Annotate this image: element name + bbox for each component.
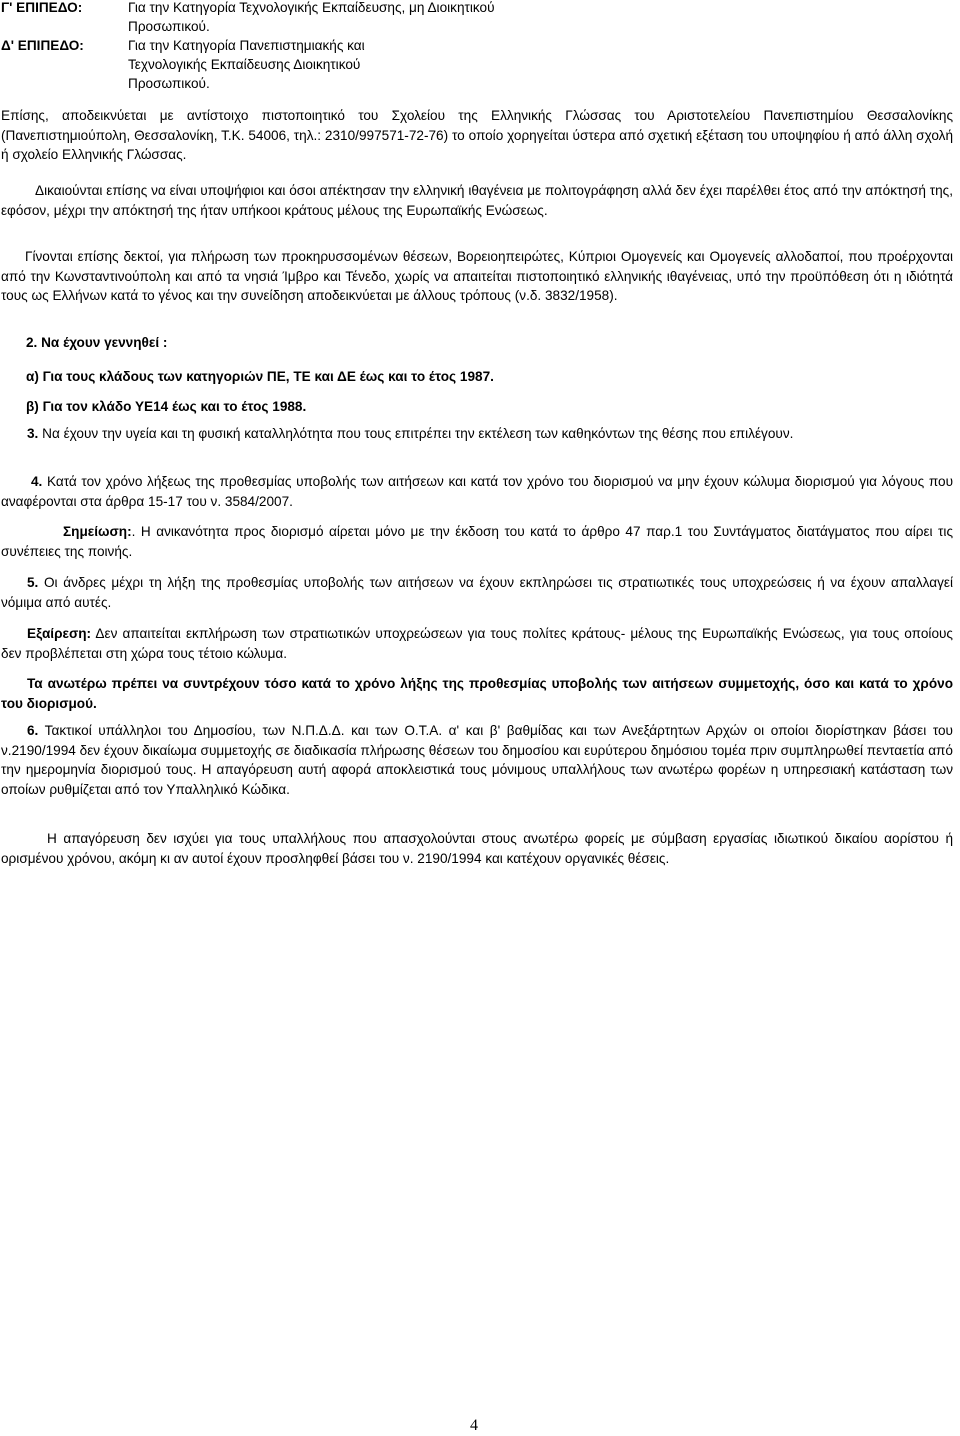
item-3-number: 3.: [27, 426, 39, 441]
exception-paragraph: [1, 624, 953, 663]
level-d-line2: Τεχνολογικής Εκπαίδευσης Διοικητικού: [128, 57, 361, 72]
item-4-number: 4.: [31, 474, 43, 489]
level-c-line1: Για την Κατηγορία Τεχνολογικής Εκπαίδευσης, μη Διοικητικού: [128, 0, 495, 15]
accepted-paragraph: Γίνονται επίσης δεκτοί, για πλήρωση των προκηρυσσομένων θέσεων, Βορειοηπειρώτες, Κύπριοι Ομογενείς και Ομογενείς αλλοδαποί, που προέρχονται από την Κωνσταντινούπολη και από τα νησιά Ίμβρο και Τένεδο, χωρίς να απαιτείται πιστοποιητικό ελληνικής ιθαγένειας, υπό την προϋπόθεση ότι η ιδιότητά τους ως Ελλήνων κατά το γένος και την συνείδηση αποδεικνύεται με άλλους τρόπους (ν.δ. 3832/1958).: [1, 249, 953, 304]
requirements-paragraph: Τα ανωτέρω πρέπει να συντρέχουν τόσο κατά το χρόνο λήξης της προθεσμίας υποβολής των αιτήσεων συμμετοχής, όσο και κατά το χρόνο του διορισμού.: [1, 676, 953, 711]
note-text: . Η ανικανότητα προς διορισμό αίρεται μόνο με την έκδοση του κατά το άρθρο 47 παρ.1 του Συντάγματος διατάγματος που αίρει τις συνέπειες της ποινής.: [1, 524, 953, 559]
certificate-paragraph: Επίσης, αποδεικνύεται με αντίστοιχο πιστοποιητικό του Σχολείου της Ελληνικής Γλώσσας του Αριστοτελείου Πανεπιστημίου Θεσσαλονίκης (Πανεπιστημιούπολη, Θεσσαλονίκη, Τ.Κ. 54006, τηλ.: 2310/997571-72-76) το οποίο χορηγείται ύστερα από σχετική εξέταση του υποψηφίου ή από άλλη σχολή ή σχολείο Ελληνικής Γλώσσας.: [1, 108, 953, 163]
page-number: 4: [470, 1417, 478, 1434]
item-2b: β) Για τον κλάδο ΥΕ14 έως και το έτος 1988.: [26, 399, 307, 414]
level-d-line1: Για την Κατηγορία Πανεπιστημιακής και: [128, 38, 365, 53]
level-c: [1, 0, 495, 18]
item-5-number: 5.: [27, 575, 39, 590]
note-paragraph: [1, 522, 953, 561]
naturalization-paragraph: Δικαιούνται επίσης να είναι υποψήφιοι και όσοι απέκτησαν την ελληνική ιθαγένεια με πολιτογράφηση αλλά δεν έχει παρέλθει έτος από την απόκτησή της, εφόσον, μέχρι την απόκτησή της ήταν υπήκοοι κράτους μέλους της Ευρωπαϊκής Ενώσεως.: [1, 183, 953, 218]
item-5: [1, 573, 953, 612]
item-4-text: Κατά τον χρόνο λήξεως της προθεσμίας υποβολής των αιτήσεων και κατά τον χρόνο του διορισμού να μην έχουν κώλυμα διορισμού για λόγους που αναφέρονται στα άρθρα 15-17 του ν. 3584/2007.: [1, 474, 953, 509]
item-6-number: 6.: [27, 723, 39, 738]
item-2-heading: 2. Να έχουν γεννηθεί :: [26, 335, 168, 350]
exception-label: Εξαίρεση:: [27, 626, 92, 641]
item-5-text: Οι άνδρες μέχρι τη λήξη της προθεσμίας υποβολής των αιτήσεων να έχουν εκπληρώσει τις στρατιωτικές τους υποχρεώσεις ή να έχουν απαλλαγεί νόμιμα από αυτές.: [1, 575, 953, 610]
item-6-text: Τακτικοί υπάλληλοι του Δημοσίου, των Ν.Π.Δ.Δ. και των Ο.Τ.Α. α' και β' βαθμίδας και των Ανεξάρτητων Αρχών οι οποίοι διορίστηκαν βάσει του ν.2190/1994 δεν έχουν δικαίωμα συμμετοχής σε διαδικασία πλήρωσης θέσεων του δημοσίου και ευρύτερου δημόσιου τομέα πριν συμπληρωθεί πενταετία από την ημερομηνία διορισμού τους. Η απαγόρευση αυτή αφορά αποκλειστικά τους μόνιμους υπαλλήλους των ανωτέρω φορέων η υπηρεσιακή κατάσταση των οποίων ρυθμίζεται από τον Υπαλληλικό Κώδικα.: [1, 723, 953, 797]
prohibition-paragraph: Η απαγόρευση δεν ισχύει για τους υπαλλήλους που απασχολούνται στους ανωτέρω φορείς με σύμβαση εργασίας ιδιωτικού δικαίου αορίστου ή ορισμένου χρόνου, ακόμη κι αν αυτοί έχουν προσληφθεί βάσει του ν. 2190/1994 και κατέχουν οργανικές θέσεις.: [1, 831, 953, 866]
note-label: Σημείωση:: [63, 524, 132, 539]
level-d: [1, 36, 365, 56]
exception-text: Δεν απαιτείται εκπλήρωση των στρατιωτικών υποχρεώσεων για τους πολίτες κράτους- μέλους της Ευρωπαϊκής Ενώσεως, για τους οποίους δεν προβλέπεται στη χώρα τους τέτοιο κώλυμα.: [1, 626, 953, 661]
item-6: [1, 721, 953, 799]
level-c-line2: Προσωπικού.: [128, 19, 210, 34]
item-4: [1, 472, 953, 511]
item-3: [1, 424, 953, 444]
level-d-line3: Προσωπικού.: [128, 76, 210, 91]
item-3-text: Να έχουν την υγεία και τη φυσική καταλληλότητα που τους επιτρέπει την εκτέλεση των καθηκόντων της θέσης που επιλέγουν.: [38, 426, 794, 441]
level-c-label: Γ' ΕΠΙΠΕΔΟ:: [1, 0, 83, 15]
item-2a: α) Για τους κλάδους των κατηγοριών ΠΕ, ΤΕ και ΔΕ έως και το έτος 1987.: [26, 369, 494, 384]
level-d-label: Δ' ΕΠΙΠΕΔΟ:: [1, 38, 84, 53]
